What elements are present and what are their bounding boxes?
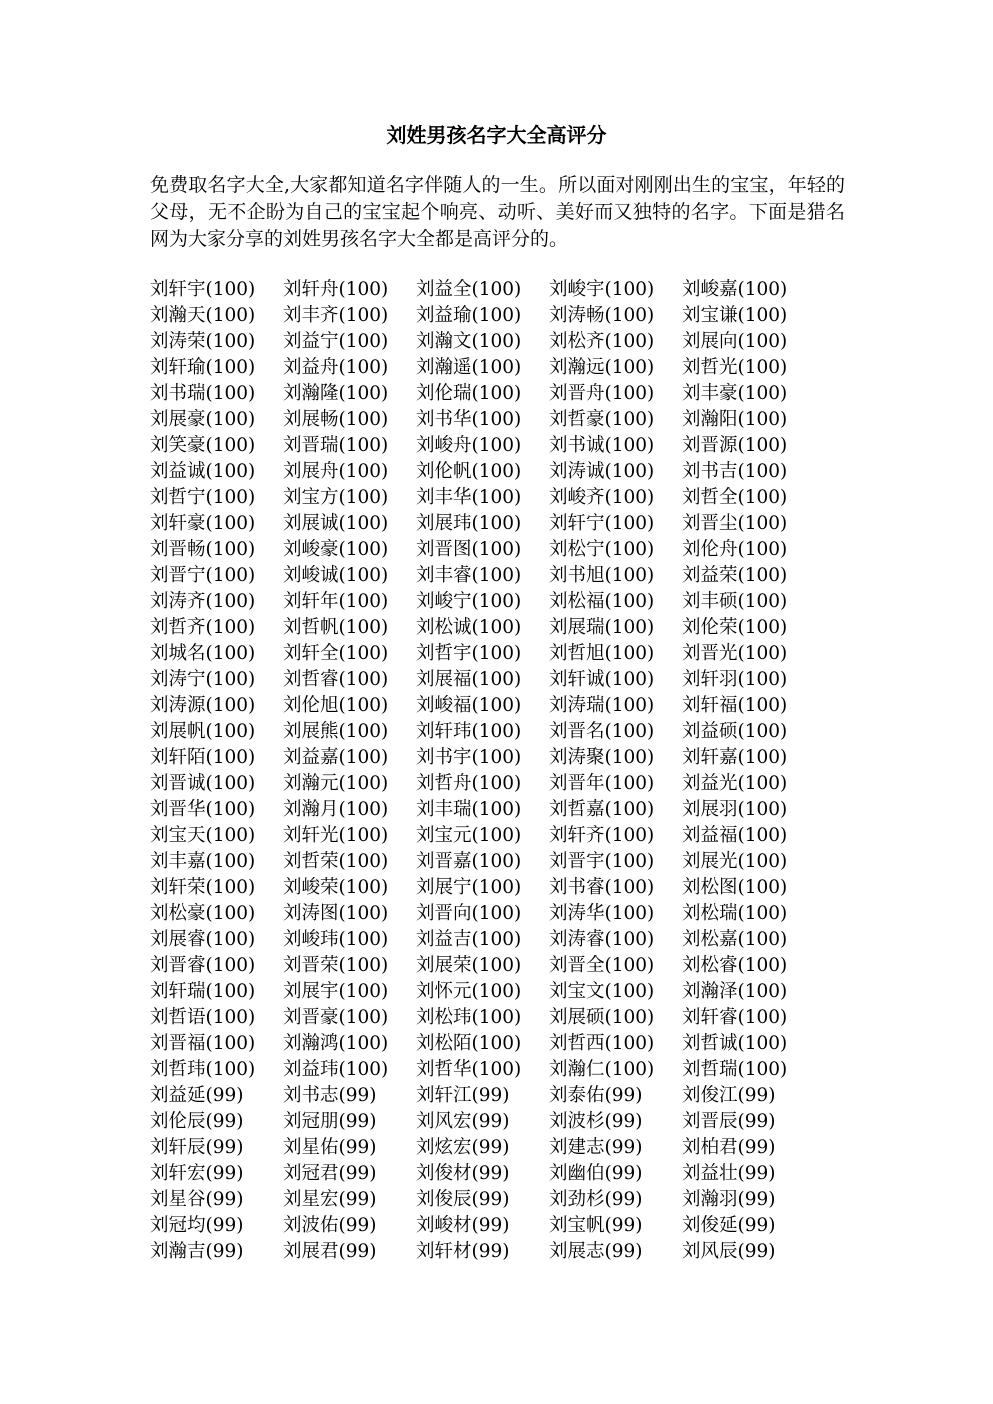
name-entry: 刘峻荣(100) (283, 877, 389, 898)
name-entry: 刘益吉(100) (416, 929, 522, 950)
name-entry: 刘轩玮(100) (416, 721, 522, 742)
name-entry: 刘书瑞(100) (150, 383, 256, 404)
name-entry: 刘益全(100) (416, 279, 522, 300)
name-entry: 刘展瑞(100) (549, 617, 655, 638)
name-entry: 刘星谷(99) (150, 1189, 244, 1210)
name-entry: 刘益瑜(100) (416, 305, 522, 326)
name-entry: 刘波佑(99) (283, 1215, 377, 1236)
name-entry: 刘瀚文(100) (416, 331, 522, 352)
name-entry: 刘晋华(100) (150, 799, 256, 820)
name-entry: 刘晋宁(100) (150, 565, 256, 586)
name-entry: 刘展舟(100) (283, 461, 389, 482)
name-entry: 刘俊材(99) (416, 1163, 510, 1184)
name-entry: 刘瀚远(100) (549, 357, 655, 378)
name-entry: 刘晋光(100) (682, 643, 788, 664)
name-entry: 刘哲华(100) (416, 1059, 522, 1080)
name-entry: 刘松嘉(100) (682, 929, 788, 950)
name-entry: 刘涛图(100) (283, 903, 389, 924)
name-entry: 刘展宇(100) (283, 981, 389, 1002)
name-entry: 刘冠朋(99) (283, 1111, 377, 1132)
name-entry: 刘瀚阳(100) (682, 409, 788, 430)
name-entry: 刘泰佑(99) (549, 1085, 643, 1106)
name-entry: 刘丰睿(100) (416, 565, 522, 586)
name-entry: 刘展福(100) (416, 669, 522, 690)
name-entry: 刘轩嘉(100) (682, 747, 788, 768)
name-entry: 刘益荣(100) (682, 565, 788, 586)
name-entry: 刘晋豪(100) (283, 1007, 389, 1028)
name-entry: 刘俊延(99) (682, 1215, 776, 1236)
name-entry: 刘哲帆(100) (283, 617, 389, 638)
name-entry: 刘展君(99) (283, 1241, 377, 1262)
name-entry: 刘松玮(100) (416, 1007, 522, 1028)
name-entry: 刘松诚(100) (416, 617, 522, 638)
name-entry: 刘轩福(100) (682, 695, 788, 716)
name-entry: 刘哲诚(100) (682, 1033, 788, 1054)
name-entry: 刘俊辰(99) (416, 1189, 510, 1210)
name-entry: 刘展熊(100) (283, 721, 389, 742)
name-entry: 刘涛源(100) (150, 695, 256, 716)
name-entry: 刘哲荣(100) (283, 851, 389, 872)
name-entry: 刘宝帆(99) (549, 1215, 643, 1236)
document-title: 刘姓男孩名字大全高评分 (386, 123, 607, 147)
name-entry: 刘伦舟(100) (682, 539, 788, 560)
name-entry: 刘轩宇(100) (150, 279, 256, 300)
name-entry: 刘展羽(100) (682, 799, 788, 820)
name-entry: 刘风宏(99) (416, 1111, 510, 1132)
name-entry: 刘哲嘉(100) (549, 799, 655, 820)
name-entry: 刘峻材(99) (416, 1215, 510, 1236)
name-entry: 刘展玮(100) (416, 513, 522, 534)
name-entry: 刘轩齐(100) (549, 825, 655, 846)
name-entry: 刘峻嘉(100) (682, 279, 788, 300)
name-entry: 刘轩羽(100) (682, 669, 788, 690)
name-entry: 刘瀚天(100) (150, 305, 256, 326)
name-entry: 刘伦帆(100) (416, 461, 522, 482)
name-entry: 刘轩光(100) (283, 825, 389, 846)
name-entry: 刘展志(99) (549, 1241, 643, 1262)
name-entry: 刘丰嘉(100) (150, 851, 256, 872)
name-entry: 刘宝文(100) (549, 981, 655, 1002)
name-entry: 刘峻福(100) (416, 695, 522, 716)
name-entry: 刘瀚遥(100) (416, 357, 522, 378)
name-entry: 刘轩诚(100) (549, 669, 655, 690)
name-entry: 刘伦辰(99) (150, 1111, 244, 1132)
name-entry: 刘益玮(100) (283, 1059, 389, 1080)
name-entry: 刘涛荣(100) (150, 331, 256, 352)
name-entry: 刘书旭(100) (549, 565, 655, 586)
name-entry: 刘涛齐(100) (150, 591, 256, 612)
intro-paragraph: 免费取名字大全,大家都知道名字伴随人的一生。所以面对刚刚出生的宝宝，年轻的父母，无不企盼为自己的宝宝起个响亮、动听、美好而又独特的名字。下面是猎名网为大家分享的刘姓男孩名字大全都是高评分的。 (150, 174, 845, 250)
name-entry: 刘轩宁(100) (549, 513, 655, 534)
name-entry: 刘益福(100) (682, 825, 788, 846)
name-entry: 刘涛瑞(100) (549, 695, 655, 716)
name-entry: 刘益光(100) (682, 773, 788, 794)
name-entry: 刘展向(100) (682, 331, 788, 352)
name-entry: 刘书诚(100) (549, 435, 655, 456)
name-entry: 刘晋图(100) (416, 539, 522, 560)
name-list (150, 277, 850, 1265)
name-entry: 刘峻齐(100) (549, 487, 655, 508)
name-entry: 刘星宏(99) (283, 1189, 377, 1210)
name-entry: 刘哲旭(100) (549, 643, 655, 664)
name-entry: 刘轩荣(100) (150, 877, 256, 898)
name-entry: 刘哲齐(100) (150, 617, 256, 638)
name-entry: 刘松豪(100) (150, 903, 256, 924)
name-entry: 刘晋向(100) (416, 903, 522, 924)
name-entry: 刘瀚元(100) (283, 773, 389, 794)
name-entry: 刘劲杉(99) (549, 1189, 643, 1210)
name-entry: 刘晋名(100) (549, 721, 655, 742)
name-entry: 刘书睿(100) (549, 877, 655, 898)
name-entry: 刘展睿(100) (150, 929, 256, 950)
name-entry: 刘俊江(99) (682, 1085, 776, 1106)
name-entry: 刘晋荣(100) (283, 955, 389, 976)
name-entry: 刘松瑞(100) (682, 903, 788, 924)
name-entry: 刘晋瑞(100) (283, 435, 389, 456)
name-entry: 刘展畅(100) (283, 409, 389, 430)
name-entry: 刘哲玮(100) (150, 1059, 256, 1080)
name-entry: 刘涛畅(100) (549, 305, 655, 326)
name-entry: 刘晋源(100) (682, 435, 788, 456)
name-entry: 刘怀元(100) (416, 981, 522, 1002)
name-entry: 刘书吉(100) (682, 461, 788, 482)
name-entry: 刘哲光(100) (682, 357, 788, 378)
name-entry: 刘益壮(99) (682, 1163, 776, 1184)
name-entry: 刘晋福(100) (150, 1033, 256, 1054)
name-entry: 刘瀚吉(99) (150, 1241, 244, 1262)
name-entry: 刘瀚隆(100) (283, 383, 389, 404)
name-entry: 刘轩睿(100) (682, 1007, 788, 1028)
name-entry: 刘展硕(100) (549, 1007, 655, 1028)
name-entry: 刘峻宁(100) (416, 591, 522, 612)
name-entry: 刘丰华(100) (416, 487, 522, 508)
name-entry: 刘建志(99) (549, 1137, 643, 1158)
name-entry: 刘晋年(100) (549, 773, 655, 794)
name-entry: 刘松陌(100) (416, 1033, 522, 1054)
name-entry: 刘轩全(100) (283, 643, 389, 664)
name-entry: 刘峻舟(100) (416, 435, 522, 456)
name-entry: 刘涛宁(100) (150, 669, 256, 690)
name-entry: 刘风辰(99) (682, 1241, 776, 1262)
name-entry: 刘轩瑜(100) (150, 357, 256, 378)
name-entry: 刘伦瑞(100) (416, 383, 522, 404)
name-entry: 刘宝方(100) (283, 487, 389, 508)
name-entry: 刘哲舟(100) (416, 773, 522, 794)
name-entry: 刘轩年(100) (283, 591, 389, 612)
name-entry: 刘晋嘉(100) (416, 851, 522, 872)
name-entry: 刘轩辰(99) (150, 1137, 244, 1158)
name-entry: 刘涛诚(100) (549, 461, 655, 482)
name-entry: 刘展诚(100) (283, 513, 389, 534)
name-entry: 刘哲西(100) (549, 1033, 655, 1054)
name-entry: 刘展荣(100) (416, 955, 522, 976)
name-entry: 刘益硕(100) (682, 721, 788, 742)
name-entry: 刘益宁(100) (283, 331, 389, 352)
name-entry: 刘晋诚(100) (150, 773, 256, 794)
name-entry: 刘晋宇(100) (549, 851, 655, 872)
name-entry: 刘轩宏(99) (150, 1163, 244, 1184)
name-entry: 刘瀚泽(100) (682, 981, 788, 1002)
name-entry: 刘松宁(100) (549, 539, 655, 560)
name-entry: 刘冠君(99) (283, 1163, 377, 1184)
name-entry: 刘峻宇(100) (549, 279, 655, 300)
name-entry: 刘书宇(100) (416, 747, 522, 768)
name-entry: 刘展豪(100) (150, 409, 256, 430)
name-entry: 刘峻豪(100) (283, 539, 389, 560)
name-entry: 刘益舟(100) (283, 357, 389, 378)
name-entry: 刘益延(99) (150, 1085, 244, 1106)
name-entry: 刘哲瑞(100) (682, 1059, 788, 1080)
name-entry: 刘轩豪(100) (150, 513, 256, 534)
name-entry: 刘晋辰(99) (682, 1111, 776, 1132)
name-entry: 刘柏君(99) (682, 1137, 776, 1158)
name-entry: 刘哲全(100) (682, 487, 788, 508)
name-entry: 刘松图(100) (682, 877, 788, 898)
name-entry: 刘伦旭(100) (283, 695, 389, 716)
name-entry: 刘瀚仁(100) (549, 1059, 655, 1080)
name-entry: 刘晋尘(100) (682, 513, 788, 534)
name-entry: 刘展帆(100) (150, 721, 256, 742)
name-entry: 刘城名(100) (150, 643, 256, 664)
name-entry: 刘益诚(100) (150, 461, 256, 482)
name-entry: 刘宝元(100) (416, 825, 522, 846)
name-entry: 刘松齐(100) (549, 331, 655, 352)
name-entry: 刘瀚鸿(100) (283, 1033, 389, 1054)
name-entry: 刘轩材(99) (416, 1241, 510, 1262)
name-entry: 刘轩陌(100) (150, 747, 256, 768)
name-entry: 刘晋睿(100) (150, 955, 256, 976)
name-entry: 刘轩瑞(100) (150, 981, 256, 1002)
name-entry: 刘哲睿(100) (283, 669, 389, 690)
name-entry: 刘哲宁(100) (150, 487, 256, 508)
name-entry: 刘峻诚(100) (283, 565, 389, 586)
name-entry: 刘松睿(100) (682, 955, 788, 976)
name-entry: 刘丰齐(100) (283, 305, 389, 326)
name-entry: 刘晋全(100) (549, 955, 655, 976)
name-entry: 刘炫宏(99) (416, 1137, 510, 1158)
name-entry: 刘瀚羽(99) (682, 1189, 776, 1210)
name-entry: 刘轩舟(100) (283, 279, 389, 300)
name-entry: 刘涛睿(100) (549, 929, 655, 950)
name-entry: 刘益嘉(100) (283, 747, 389, 768)
name-entry: 刘书志(99) (283, 1085, 377, 1106)
name-entry: 刘波杉(99) (549, 1111, 643, 1132)
name-entry: 刘峻玮(100) (283, 929, 389, 950)
name-entry: 刘丰硕(100) (682, 591, 788, 612)
name-entry: 刘晋畅(100) (150, 539, 256, 560)
name-entry: 刘哲语(100) (150, 1007, 256, 1028)
name-entry: 刘展光(100) (682, 851, 788, 872)
name-entry: 刘伦荣(100) (682, 617, 788, 638)
name-entry: 刘星佑(99) (283, 1137, 377, 1158)
name-entry: 刘丰豪(100) (682, 383, 788, 404)
name-entry: 刘哲豪(100) (549, 409, 655, 430)
name-entry: 刘宝谦(100) (682, 305, 788, 326)
name-entry: 刘哲宇(100) (416, 643, 522, 664)
name-entry: 刘松福(100) (549, 591, 655, 612)
name-entry: 刘冠均(99) (150, 1215, 244, 1236)
name-entry: 刘幽伯(99) (549, 1163, 643, 1184)
name-entry: 刘丰瑞(100) (416, 799, 522, 820)
name-entry: 刘笑豪(100) (150, 435, 256, 456)
name-entry: 刘涛聚(100) (549, 747, 655, 768)
name-entry: 刘书华(100) (416, 409, 522, 430)
name-entry: 刘宝天(100) (150, 825, 256, 846)
name-entry: 刘轩江(99) (416, 1085, 510, 1106)
name-entry: 刘晋舟(100) (549, 383, 655, 404)
name-entry: 刘瀚月(100) (283, 799, 389, 820)
name-entry: 刘展宁(100) (416, 877, 522, 898)
name-entry: 刘涛华(100) (549, 903, 655, 924)
